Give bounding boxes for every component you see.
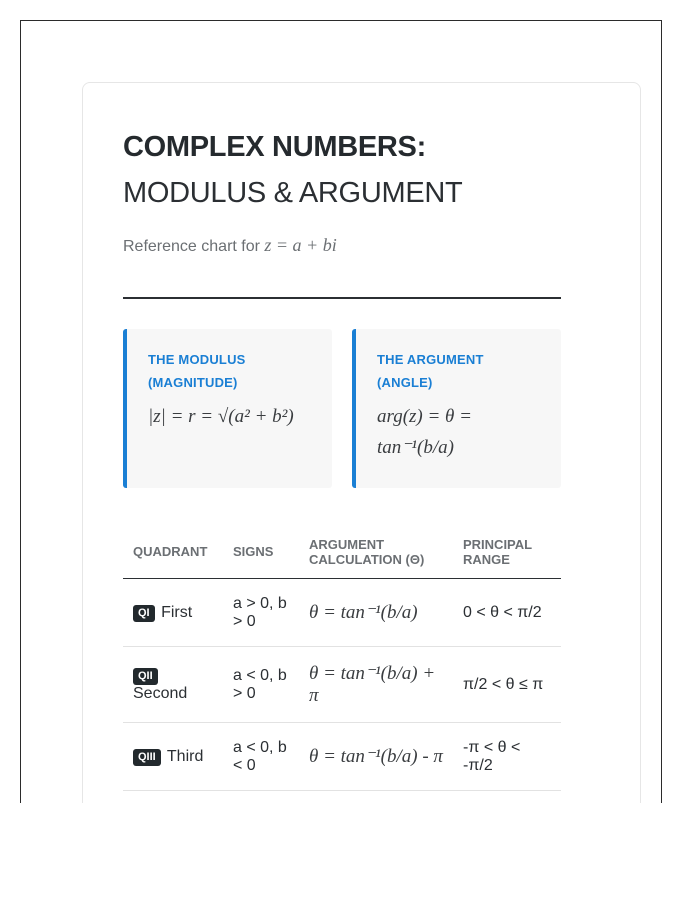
calculation-cell: θ = tan⁻¹(b/a) + π (299, 647, 453, 723)
quadrant-name: Third (166, 747, 204, 765)
argument-card (352, 329, 561, 488)
quadrant-badge: QI (133, 605, 155, 622)
table-row (123, 647, 561, 723)
modulus-heading (148, 348, 312, 394)
quadrant-name: Second (133, 684, 188, 702)
range-cell: π/2 < θ ≤ π (453, 647, 561, 723)
argument-heading (377, 348, 541, 394)
page-title-secondary: MODULUS & ARGUMENT (123, 177, 463, 209)
argument-heading-line1: THE ARGUMENT (377, 352, 484, 367)
modulus-formula (148, 401, 312, 432)
modulus-heading-line2: (MAGNITUDE) (148, 375, 238, 390)
argument-formula-line2: tan⁻¹(b/a) (377, 437, 454, 458)
argument-formula (377, 401, 541, 463)
quadrant-cell (123, 579, 223, 647)
signs-cell: a < 0, b < 0 (223, 723, 299, 791)
header-quadrant: QUADRANT (123, 525, 223, 579)
quadrant-table (123, 525, 561, 791)
range-cell: -π < θ < -π/2 (453, 723, 561, 791)
page-title: COMPLEX NUMBERS: (123, 131, 426, 163)
header-range: PRINCIPAL RANGE (453, 525, 561, 579)
quadrant-name: First (161, 603, 193, 621)
modulus-formula-line1: |z| = r = √(a² + b²) (148, 406, 294, 427)
argument-formula-line1: arg(z) = θ = (377, 406, 472, 427)
calculation-cell: θ = tan⁻¹(b/a) (299, 579, 453, 647)
table-row (123, 579, 561, 647)
quadrant-cell (123, 647, 223, 723)
header-signs: SIGNS (223, 525, 299, 579)
range-cell: 0 < θ < π/2 (453, 579, 561, 647)
subtitle-math: z = a + bi (264, 235, 337, 255)
argument-heading-line2: (ANGLE) (377, 375, 433, 390)
modulus-card (123, 329, 332, 488)
reference-card (82, 82, 641, 803)
quadrant-badge: QII (133, 668, 158, 685)
table-row (123, 723, 561, 791)
header-divider (123, 297, 561, 299)
signs-cell: a < 0, b > 0 (223, 647, 299, 723)
formula-cards (123, 329, 561, 488)
modulus-heading-line1: THE MODULUS (148, 352, 246, 367)
subtitle (123, 234, 600, 258)
header-calculation: ARGUMENT CALCULATION (Θ) (299, 525, 453, 579)
quadrant-badge: QIII (133, 749, 161, 766)
signs-cell: a > 0, b > 0 (223, 579, 299, 647)
quadrant-cell (123, 723, 223, 791)
page-viewport[interactable] (20, 20, 662, 803)
table-header-row (123, 525, 561, 579)
calculation-cell: θ = tan⁻¹(b/a) - π (299, 723, 453, 791)
subtitle-text: Reference chart for (123, 238, 265, 255)
